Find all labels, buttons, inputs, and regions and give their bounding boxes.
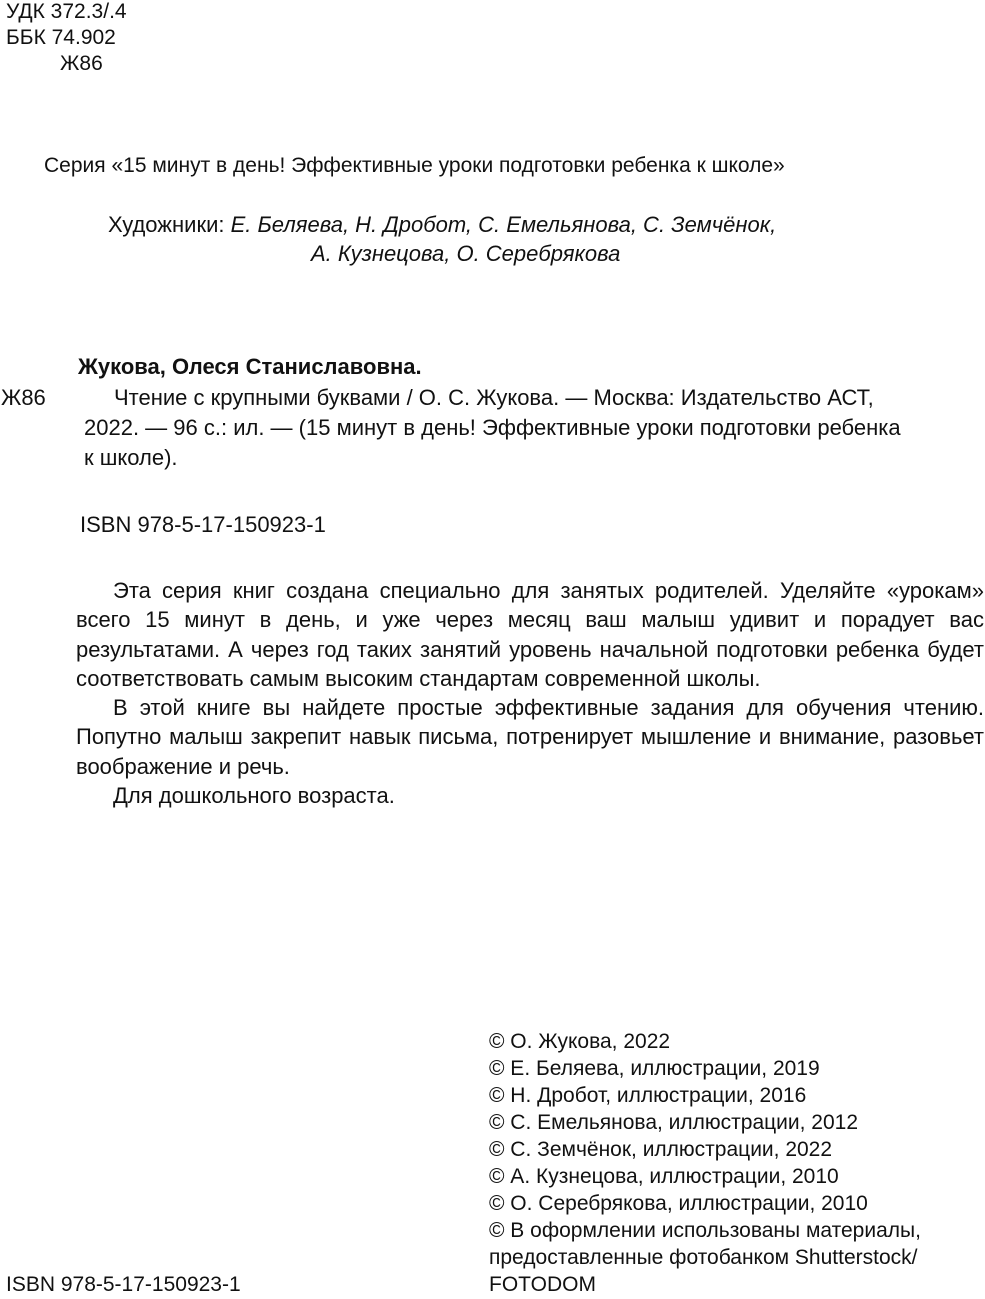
illustrators-line-1 bbox=[108, 210, 776, 239]
annotation-paragraph-3: Для дошкольного возраста. bbox=[113, 783, 395, 809]
copyright-line: © Н. Дробот, иллюстрации, 2016 bbox=[489, 1084, 807, 1107]
udk-code: УДК 372.3/.4 bbox=[6, 0, 127, 23]
annotation bbox=[76, 576, 984, 810]
copyright-line: © О. Жукова, 2022 bbox=[489, 1030, 671, 1053]
bib-line-1: Чтение с крупными буквами / О. С. Жукова. — Москва: Издательство АСТ, bbox=[114, 385, 874, 410]
copyright-line: предоставленные фотобанком Shutterstock/ bbox=[489, 1246, 918, 1269]
copyright-line: © А. Кузнецова, иллюстрации, 2010 bbox=[489, 1165, 839, 1188]
isbn-main: ISBN 978-5-17-150923-1 bbox=[80, 512, 326, 537]
bib-line-3: к школе). bbox=[84, 445, 178, 470]
copyright-line: © Е. Беляева, иллюстрации, 2019 bbox=[489, 1057, 820, 1080]
author-mark: Ж86 bbox=[60, 52, 103, 75]
bib-author-mark: Ж86 bbox=[1, 385, 46, 410]
illustrators-names-1: Е. Беляева, Н. Дробот, С. Емельянова, С. Земчёнок, bbox=[230, 212, 777, 237]
bbk-code: ББК 74.902 bbox=[6, 26, 116, 49]
series-title: Серия «15 минут в день! Эффективные уроки подготовки ребенка к школе» bbox=[44, 154, 785, 177]
copyright-line: © О. Серебрякова, иллюстрации, 2010 bbox=[489, 1192, 868, 1215]
author-name: Жукова, Олеся Станиславовна. bbox=[78, 354, 422, 379]
illustrators-label: Художники: bbox=[108, 212, 225, 237]
illustrators-names-2: А. Кузнецова, О. Серебрякова bbox=[311, 241, 621, 266]
annotation-paragraph-2: В этой книге вы найдете простые эффективные задания для обучения чтению. Попутно малыш закрепит навык письма, потренирует мышление и внимание, разовьет воображение и речь. bbox=[76, 695, 984, 779]
copyright-line: © С. Емельянова, иллюстрации, 2012 bbox=[489, 1111, 859, 1134]
annotation-paragraph-1: Эта серия книг создана специально для занятых родителей. Уделяйте «урокам» всего 15 минут в день, и уже через месяц ваш малыш удивит и порадует вас результатами. А через год таких занятий уровень начальной подготовки ребенка будет соответствовать самым высоким стандартам современной школы. bbox=[76, 578, 984, 691]
copyright-line: FOTODOM bbox=[489, 1273, 596, 1296]
copyright-line: © С. Земчёнок, иллюстрации, 2022 bbox=[489, 1138, 833, 1161]
bib-line-2: 2022. — 96 с.: ил. — (15 минут в день! Эффективные уроки подготовки ребенка bbox=[84, 415, 901, 440]
copyright-list bbox=[489, 1028, 985, 1298]
copyright-line: © В оформлении использованы материалы, bbox=[489, 1219, 921, 1242]
isbn-footer: ISBN 978-5-17-150923-1 bbox=[6, 1273, 241, 1296]
